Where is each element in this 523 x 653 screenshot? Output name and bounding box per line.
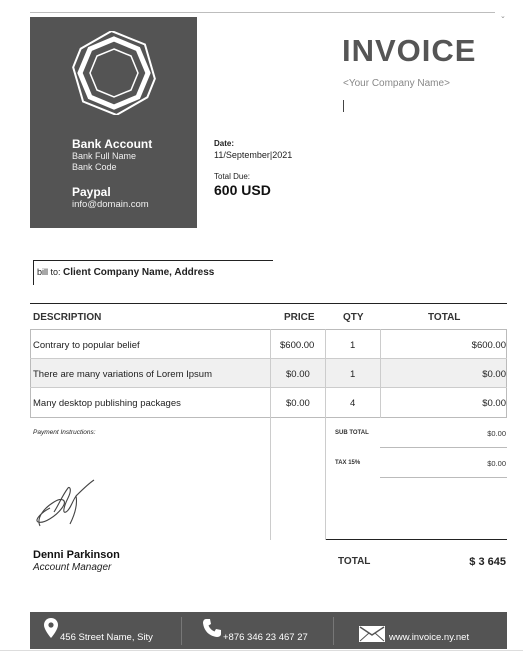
signer-role: Account Manager	[33, 562, 112, 573]
bottom-border	[0, 650, 523, 651]
row-3-total: $0.00	[482, 398, 506, 409]
row-1-description[interactable]: Contrary to popular belief	[33, 340, 140, 351]
total-due-label: Total Due:	[214, 172, 251, 181]
summary-divider	[380, 447, 507, 448]
footer-bar	[30, 612, 507, 649]
date-label: Date:	[214, 139, 235, 148]
bill-to-value: Client Company Name, Address	[63, 267, 215, 278]
row-3-description[interactable]: Many desktop publishing packages	[33, 398, 181, 409]
text-cursor	[343, 100, 344, 112]
header-qty: QTY	[343, 312, 364, 323]
footer-divider	[181, 617, 182, 645]
row-3-price[interactable]: $0.00	[286, 398, 310, 409]
row-divider	[30, 387, 507, 388]
header-total: TOTAL	[428, 312, 461, 323]
column-divider	[325, 329, 326, 540]
table-top-rule	[30, 303, 507, 304]
footer-address: 456 Street Name, Sity	[60, 632, 153, 643]
summary-divider	[380, 477, 507, 478]
total-rule	[326, 539, 507, 540]
paypal-email: info@domain.com	[72, 199, 149, 210]
invoice-title: INVOICE	[342, 33, 477, 68]
bill-to[interactable]	[37, 267, 214, 278]
header-description: DESCRIPTION	[33, 312, 102, 323]
bank-account-title: Bank Account	[72, 137, 153, 151]
row-3-qty[interactable]: 4	[350, 398, 356, 409]
bill-to-label: bill to:	[37, 267, 61, 277]
column-divider	[380, 329, 381, 418]
total-value: $ 3 645	[469, 556, 506, 568]
row-1-qty[interactable]: 1	[350, 340, 356, 351]
footer-divider	[333, 617, 334, 645]
signer-name: Denni Parkinson	[33, 549, 120, 561]
map-pin-icon	[44, 618, 58, 638]
date-value[interactable]: 11/September|2021	[214, 150, 293, 160]
row-2-total: $0.00	[482, 369, 506, 380]
row-2-price[interactable]: $0.00	[286, 369, 310, 380]
company-name-field[interactable]: <Your Company Name>	[343, 78, 450, 89]
corner-chevron-icon: ⌄	[500, 13, 506, 20]
header-price: PRICE	[284, 312, 315, 323]
tax-label: TAX 15%	[335, 460, 361, 466]
bank-code: Bank Code	[72, 162, 117, 172]
total-due-value: 600 USD	[214, 182, 271, 198]
total-label: TOTAL	[338, 556, 371, 567]
envelope-icon	[359, 626, 385, 642]
paypal-title: Paypal	[72, 185, 111, 199]
subtotal-value: $0.00	[487, 429, 506, 438]
phone-icon	[202, 618, 222, 638]
payment-instructions-label: Payment Instructions:	[33, 429, 96, 436]
row-1-price[interactable]: $600.00	[280, 340, 315, 351]
row-2-qty[interactable]: 1	[350, 369, 356, 380]
row-2-description[interactable]: There are many variations of Lorem Ipsum	[33, 369, 212, 380]
signature-image	[32, 478, 98, 534]
column-divider	[270, 329, 271, 540]
octagon-logo-icon	[68, 31, 160, 115]
top-divider	[30, 12, 495, 13]
row-1-total: $600.00	[471, 340, 506, 351]
bank-full-name: Bank Full Name	[72, 151, 137, 161]
row-divider	[30, 358, 507, 359]
footer-website[interactable]: www.invoice.ny.net	[389, 632, 470, 643]
tax-value: $0.00	[487, 459, 506, 468]
subtotal-label: SUB TOTAL	[335, 430, 369, 436]
footer-phone: +876 346 23 467 27	[223, 632, 308, 643]
